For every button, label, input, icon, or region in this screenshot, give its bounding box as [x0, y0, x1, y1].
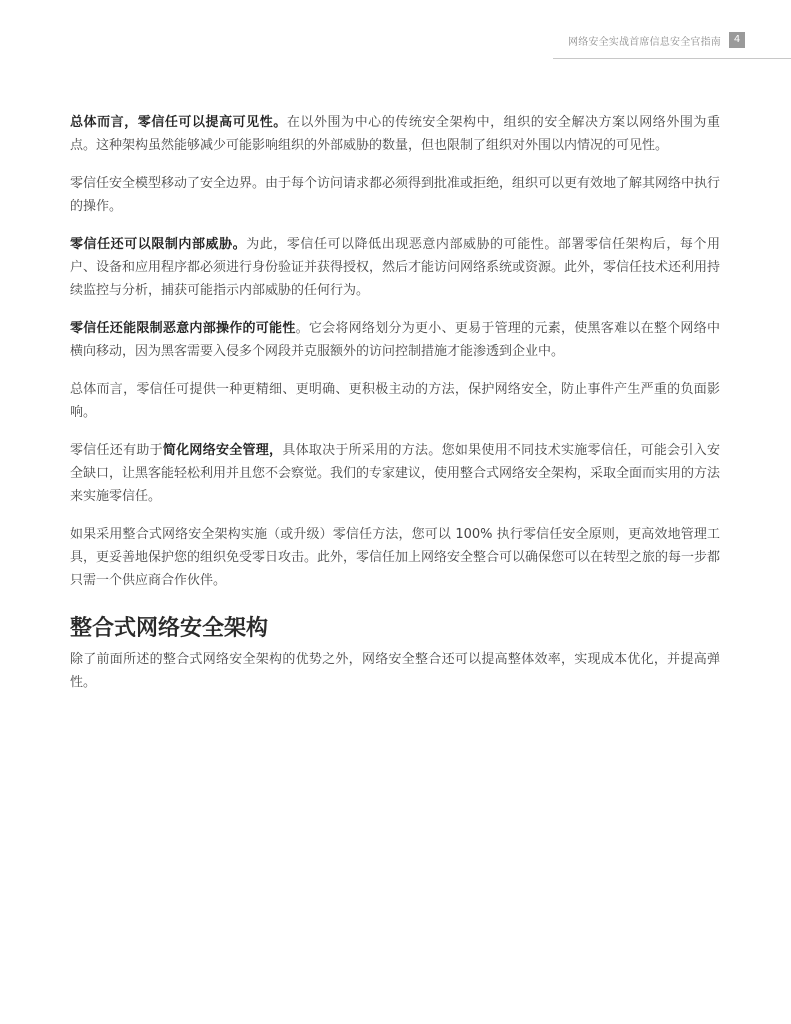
paragraph-malicious-operations [70, 317, 720, 363]
section-body: 除了前面所述的整合式网络安全架构的优势之外，网络安全整合还可以提高整体效率，实现成本优化，并提高弹性。 [70, 652, 720, 690]
paragraph-text: 总体而言，零信任可提供一种更精细、更明确、更积极主动的方法，保护网络安全，防止事件产生严重的负面影响。 [70, 382, 720, 420]
page-header [568, 32, 745, 48]
paragraph-text: 为此，零信任可以降低出现恶意内部威胁的可能性。部署零信任架构后，每个用户、设备和应用程序都必须进行身份验证并获得授权，然后才能访问网络系统或资源。此外，零信任技术还利用持续监控与分析，捕获可能指示内部威胁的任何行为。 [70, 237, 721, 298]
paragraph-lead: 零信任还能限制恶意内部操作的可能性 [70, 321, 296, 336]
paragraph-text: 。它会将网络划分为更小、更易于管理的元素，使黑客难以在整个网络中横向移动，因为黑客需要入侵多个网段并克服额外的访问控制措施才能渗透到企业中。 [70, 321, 720, 359]
paragraph-summary [70, 378, 720, 424]
paragraph-visibility [70, 111, 720, 157]
paragraph-prefix: 零信任还有助于 [70, 443, 163, 458]
paragraph-emphasis: 简化网络安全管理， [162, 443, 283, 458]
paragraph-lead: 零信任还可以限制内部威胁。 [70, 237, 247, 252]
paragraph-insider-threat [70, 233, 720, 302]
header-divider [553, 58, 791, 59]
paragraph-text: 在以外围为中心的传统安全架构中，组织的安全解决方案以网络外围为重点。这种架构虽然能够减少可能影响组织的外部威胁的数量，但也限制了组织对外围以内情况的可见性。 [70, 115, 720, 153]
paragraph-text: 具体取决于所采用的方法。您如果使用不同技术实施零信任，可能会引入安全缺口，让黑客能轻松利用并且您不会察觉。我们的专家建议，使用整合式网络安全架构，采取全面而实用的方法来实施零信任。 [70, 443, 721, 504]
paragraph-lead: 总体而言，零信任可以提高可见性。 [70, 115, 287, 130]
paragraph-consolidated-architecture [70, 523, 720, 592]
paragraph-simplify-management [70, 439, 720, 508]
section-heading: 整合式网络安全架构 [70, 616, 269, 641]
paragraph-text: 零信任安全模型移动了安全边界。由于每个访问请求都必须得到批准或拒绝，组织可以更有效地了解其网络中执行的操作。 [70, 176, 721, 214]
paragraph-text: 如果采用整合式网络安全架构实施（或升级）零信任方法，您可以 100% 执行零信任安全原则，更高效地管理工具，更妥善地保护您的组织免受零日攻击。此外，零信任加上网络安全整合可以确保您可以在转型之旅的每一步都只需一个供应商合作伙伴。 [70, 527, 721, 588]
page-number: 4 [729, 32, 745, 48]
document-body [70, 111, 720, 709]
header-title: 网络安全实战首席信息安全官指南 [568, 36, 721, 48]
paragraph-security-boundary [70, 172, 720, 218]
